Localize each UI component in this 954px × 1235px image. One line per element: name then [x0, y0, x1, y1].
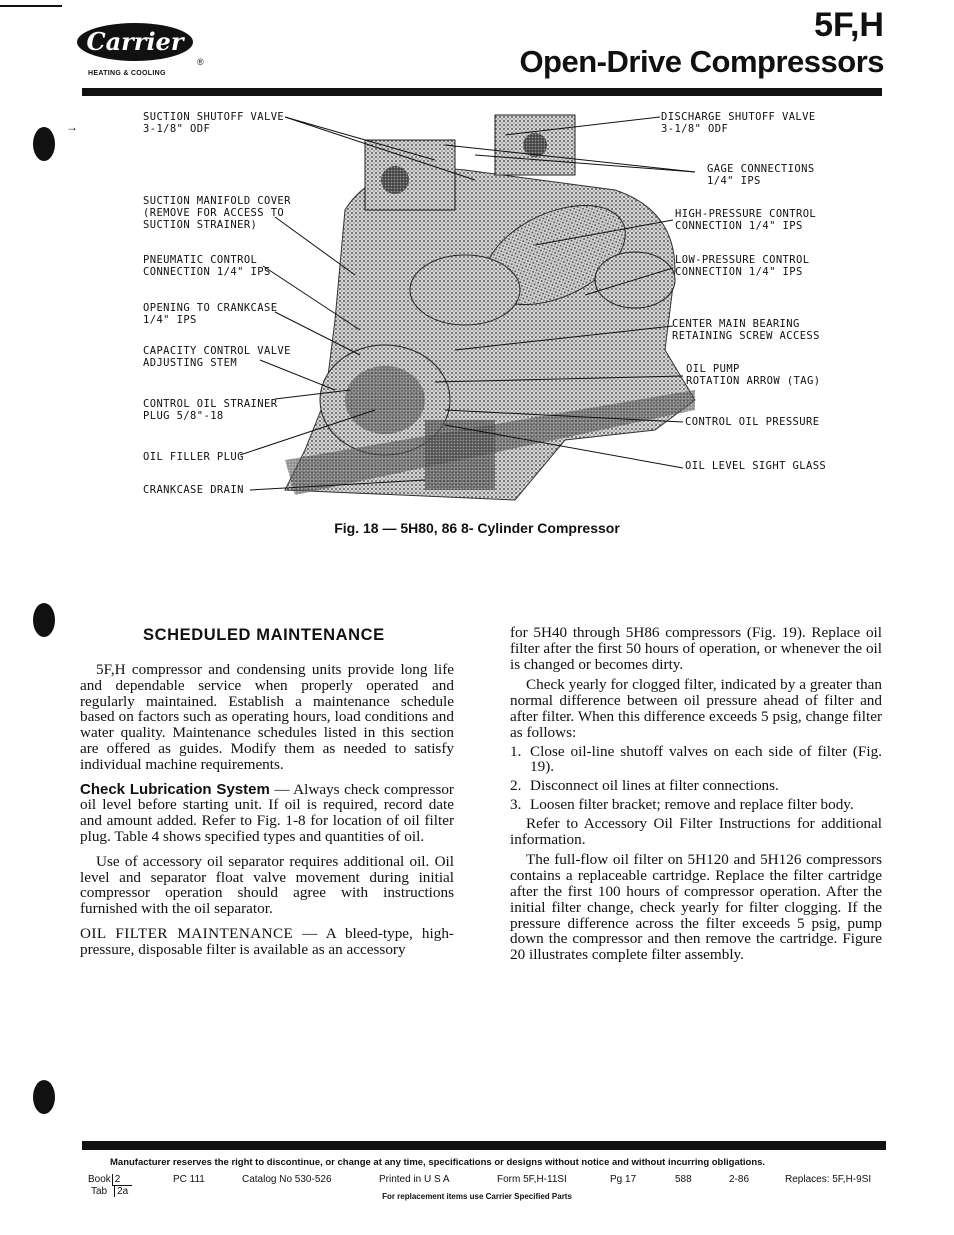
tab-label: Tab	[91, 1186, 108, 1197]
arrow-mark-icon: →	[66, 120, 78, 134]
print-code: 588	[675, 1174, 692, 1185]
check-yearly-paragraph: Check yearly for clogged filter, indicated by a greater than normal difference between oil pressure ahead of filter and after filter. When this difference exceeds 5 psig, change filter as follows:	[510, 676, 882, 741]
footer-notice: Manufacturer reserves the right to discontinue, or change at any time, specifications or designs without notice and without incurring obligations.	[110, 1157, 766, 1168]
oil-separator-paragraph: Use of accessory oil separator requires additional oil. Oil level and separator float valve movement during initial compressor operation should agree with instructions furnished with the oil separator.	[80, 852, 454, 918]
lubrication-paragraph	[80, 782, 454, 845]
callout-crankcase-drain: CRANKCASE DRAIN	[143, 484, 244, 496]
filter-change-steps	[510, 744, 882, 813]
list-item: 1. Close oil-line shutoff valves on each side of filter (Fig. 19).	[510, 742, 882, 776]
footer-rule	[82, 1141, 886, 1150]
catalog-number: Catalog No 530-526	[242, 1174, 332, 1185]
oil-filter-heading: OIL FILTER MAINTENANCE	[80, 924, 294, 942]
svg-text:®: ®	[197, 57, 204, 67]
callout-opening-to-crankcase: OPENING TO CRANKCASE 1/4" IPS	[143, 302, 278, 326]
callout-pneumatic-control: PNEUMATIC CONTROL CONNECTION 1/4" IPS	[143, 254, 271, 278]
callout-high-pressure-control: HIGH-PRESSURE CONTROL CONNECTION 1/4" IPS	[675, 208, 817, 232]
pc-number: PC 111	[173, 1174, 205, 1185]
compressor-figure	[135, 100, 835, 515]
svg-text:Carrier: Carrier	[86, 27, 184, 56]
lubrication-heading: Check Lubrication System	[80, 780, 270, 798]
printed-in: Printed in U S A	[379, 1174, 450, 1185]
figure-caption: Fig. 18 — 5H80, 86 8- Cylinder Compressor	[334, 520, 620, 536]
binder-hole-icon	[33, 1080, 55, 1114]
form-number: Form 5F,H-11SI	[497, 1174, 567, 1185]
callout-suction-manifold-cover: SUCTION MANIFOLD COVER (REMOVE FOR ACCESS TO SUCTION STRAINER)	[143, 195, 291, 231]
page-title: Open-Drive Compressors	[519, 44, 884, 79]
callout-low-pressure-control: LOW-PRESSURE CONTROL CONNECTION 1/4" IPS	[675, 254, 810, 278]
callout-suction-shutoff-valve: SUCTION SHUTOFF VALVE 3-1/8" ODF	[143, 111, 285, 135]
tab-value: 2a	[114, 1186, 136, 1197]
callout-oil-filler-plug: OIL FILLER PLUG	[143, 451, 244, 463]
callout-discharge-shutoff-valve: DISCHARGE SHUTOFF VALVE 3-1/8" ODF	[661, 111, 816, 135]
lubrication-text: — Always check compressor oil level before starting unit. If oil is required, record date and amount added. Refer to Fig. 1-8 for location of oil filter plug. Table 4 shows specified types and quantities of oil.	[80, 780, 454, 845]
callout-gage-connections: GAGE CONNECTIONS 1/4" IPS	[707, 163, 815, 187]
callout-control-oil-strainer: CONTROL OIL STRAINER PLUG 5/8"-18	[143, 398, 278, 422]
book-label: Book	[88, 1174, 111, 1185]
book-value: 2	[112, 1174, 133, 1186]
right-column	[510, 625, 882, 963]
page-number: Pg 17	[610, 1174, 637, 1185]
full-flow-paragraph: The full-flow oil filter on 5H120 and 5H126 compressors contains a replaceable cartridge. Replace the filter cartridge after the first 100 hours of compressor operation. After the initial filter change, check yearly for filter clogging. If the pressure difference across the filter exceeds 5 psig, pump down the compressor and then remove the cartridge. Figure 20 illustrates complete filter assembly.	[510, 851, 882, 964]
callout-center-main-bearing: CENTER MAIN BEARING RETAINING SCREW ACCESS	[672, 318, 820, 342]
callout-oil-pump: OIL PUMP ROTATION ARROW (TAG)	[686, 363, 821, 387]
oil-filter-paragraph-start	[80, 926, 454, 958]
list-item: 2. Disconnect oil lines at filter connections.	[510, 777, 779, 795]
print-date: 2-86	[729, 1174, 750, 1185]
binder-hole-icon	[33, 603, 55, 637]
replacement-parts-note: For replacement items use Carrier Specified Parts	[382, 1192, 572, 1201]
left-column	[80, 662, 454, 958]
binder-hole-icon	[33, 127, 55, 161]
product-code: 5F,H	[814, 6, 884, 44]
callout-control-oil-pressure: CONTROL OIL PRESSURE	[685, 416, 820, 428]
corner-rule	[0, 5, 62, 7]
refer-paragraph: Refer to Accessory Oil Filter Instructions for additional information.	[510, 814, 882, 848]
carrier-logo	[75, 18, 205, 75]
replaces-form: Replaces: 5F,H-9SI	[785, 1174, 872, 1185]
oil-filter-text-part1: — A bleed-type, high-pressure, disposable filter is available as an accessory	[80, 924, 454, 958]
callout-oil-level-sight-glass: OIL LEVEL SIGHT GLASS	[685, 460, 827, 472]
oil-filter-text-continued: for 5H40 through 5H86 compressors (Fig. 19). Replace oil filter after the first 50 hours of operation, or whenever the oil is changed or becomes dirty.	[510, 624, 882, 673]
intro-paragraph: 5F,H compressor and condensing units provide long life and dependable service when properly operated and regularly maintained. Establish a maintenance schedule based on factors such as operating hours, load conditions and water quality. Maintenance schedules listed in this section are offered as guides. Modify them as needed to satisfy individual machine requirements.	[80, 661, 454, 773]
section-heading: SCHEDULED MAINTENANCE	[143, 626, 385, 644]
header-rule	[82, 88, 882, 96]
callout-capacity-control-valve: CAPACITY CONTROL VALVE ADJUSTING STEM	[143, 345, 291, 369]
list-item: 3. Loosen filter bracket; remove and replace filter body.	[510, 795, 854, 813]
brand-tagline: HEATING & COOLING	[88, 70, 166, 77]
